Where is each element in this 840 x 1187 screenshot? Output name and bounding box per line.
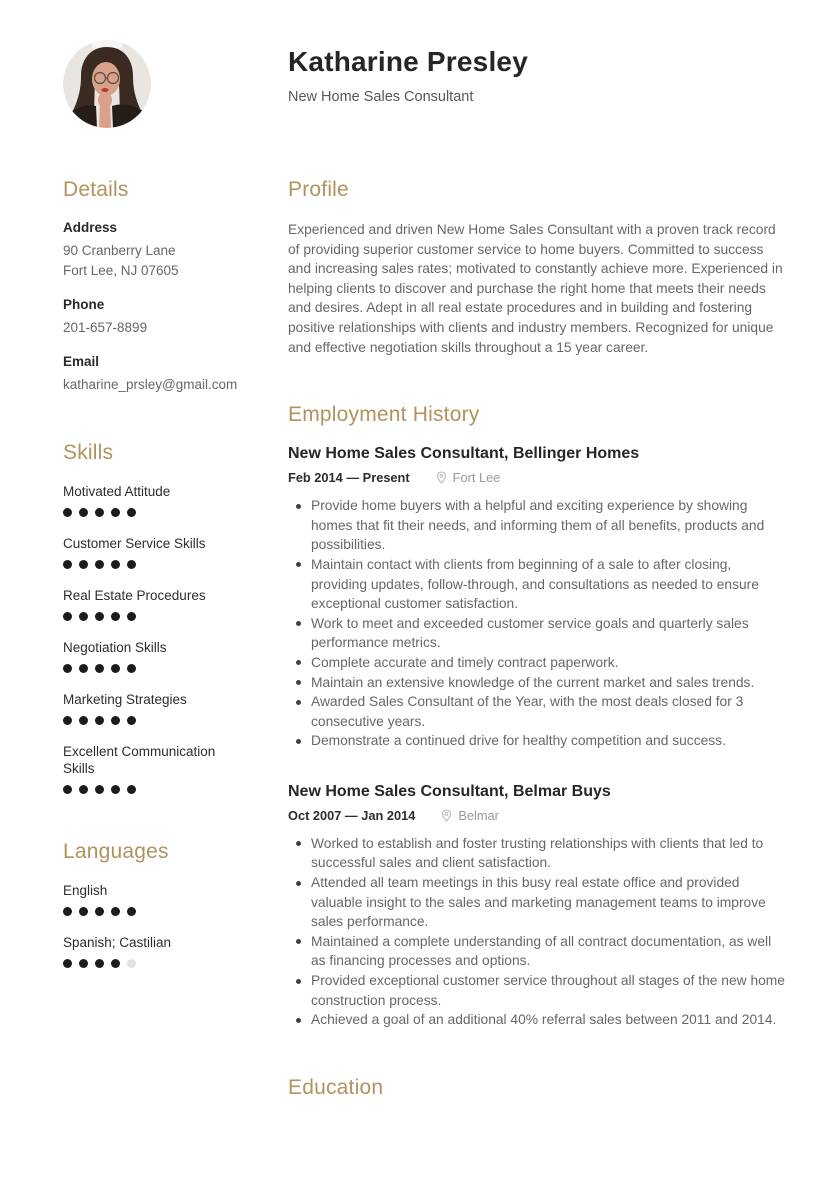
job-meta (288, 470, 788, 485)
skill-label: Marketing Strategies (63, 692, 187, 707)
profile-section (288, 178, 788, 357)
rating-dot (95, 612, 104, 621)
rating-dot (127, 907, 136, 916)
job-meta (288, 808, 788, 823)
bullet-item: Awarded Sales Consultant of the Year, with the most deals closed for 3 consecutive years. (288, 692, 788, 731)
skill-rating (63, 508, 249, 517)
bullet-item: Maintain an extensive knowledge of the current market and sales trends. (288, 673, 788, 693)
profile-photo (63, 40, 151, 128)
phone-label: Phone (63, 297, 105, 312)
bullet-item: Demonstrate a continued drive for healthy competition and success. (288, 731, 788, 751)
location-pin-icon (436, 471, 447, 484)
job-title: New Home Sales Consultant, Bellinger Homes (288, 445, 640, 463)
portrait-illustration (63, 40, 151, 128)
rating-dot (111, 560, 120, 569)
skill-rating (63, 664, 249, 673)
rating-dot (111, 785, 120, 794)
rating-dot (111, 907, 120, 916)
rating-dot (63, 959, 72, 968)
phone-value: 201-657-8899 (63, 320, 148, 335)
rating-dot (79, 560, 88, 569)
candidate-title: New Home Sales Consultant (288, 89, 474, 105)
rating-dot (79, 907, 88, 916)
skill-item (63, 535, 249, 569)
rating-dot (63, 785, 72, 794)
employment-section (288, 403, 788, 1030)
language-label: English (63, 883, 108, 898)
rating-dot (95, 560, 104, 569)
rating-dot (95, 959, 104, 968)
rating-dot (95, 664, 104, 673)
skill-item (63, 743, 249, 794)
candidate-name: Katharine Presley (288, 46, 528, 77)
language-rating (63, 959, 249, 968)
employment-heading: Employment History (288, 403, 480, 427)
skill-item (63, 691, 249, 725)
rating-dot (127, 959, 136, 968)
rating-dot (111, 959, 120, 968)
languages-section (63, 840, 249, 968)
skill-label: Customer Service Skills (63, 536, 206, 551)
languages-heading: Languages (63, 840, 169, 863)
rating-dot (95, 907, 104, 916)
skill-item (63, 483, 249, 517)
language-item (63, 934, 249, 968)
job-location: Fort Lee (452, 470, 501, 486)
skill-item (63, 639, 249, 673)
skill-rating (63, 560, 249, 569)
rating-dot (79, 959, 88, 968)
details-section (63, 178, 249, 395)
rating-dot (111, 716, 120, 725)
job-dates: Feb 2014 — Present (288, 470, 410, 486)
rating-dot (95, 716, 104, 725)
job-dates: Oct 2007 — Jan 2014 (288, 807, 416, 823)
profile-heading: Profile (288, 178, 349, 201)
main-column (288, 178, 788, 1118)
rating-dot (95, 785, 104, 794)
rating-dot (63, 664, 72, 673)
rating-dot (79, 785, 88, 794)
rating-dot (63, 907, 72, 916)
rating-dot (63, 716, 72, 725)
job-entry (288, 445, 788, 751)
bullet-item: Provide home buyers with a helpful and exciting experience by showing homes that fit their needs, and informing them of all benefits, products and possibilities. (288, 496, 788, 555)
rating-dot (79, 612, 88, 621)
bullet-item: Maintained a complete understanding of all contract documentation, as well as financing processes and options. (288, 932, 788, 971)
profile-text: Experienced and driven New Home Sales Consultant with a proven track record of providing superior customer service to home buyers. Committed to success and increasing sales rates; motivated to constantly achieve more. Experienced in helping clients to discover and purchase the right home that meets their needs and desires. Adept in all real estate procedures and in building and fostering positive relationships with clients and industry members. Recognized for unique and effective negotiation skills throughout a 15 year career. (288, 222, 783, 355)
education-heading: Education (288, 1075, 384, 1099)
rating-dot (127, 785, 136, 794)
address-line-1: 90 Cranberry Lane (63, 243, 176, 258)
sidebar (63, 178, 249, 1118)
education-section (288, 1076, 788, 1100)
bullet-item: Provided exceptional customer service throughout all stages of the new home construction process. (288, 971, 788, 1010)
bullet-item: Work to meet and exceeded customer service goals and quarterly sales performance metrics. (288, 614, 788, 653)
rating-dot (127, 560, 136, 569)
skills-section (63, 441, 249, 794)
location-pin-icon (441, 809, 452, 822)
job-bullets (288, 496, 788, 751)
language-label: Spanish; Castilian (63, 935, 172, 950)
job-title: New Home Sales Consultant, Belmar Buys (288, 782, 611, 800)
job-bullets (288, 834, 788, 1030)
rating-dot (127, 664, 136, 673)
bullet-item: Maintain contact with clients from beginning of a sale to after closing, providing updates, follow-through, and consultations as needed to ensure exceptional customer satisfaction. (288, 555, 788, 614)
skill-rating (63, 716, 249, 725)
rating-dot (63, 612, 72, 621)
details-heading: Details (63, 178, 129, 201)
rating-dot (79, 716, 88, 725)
skill-rating (63, 785, 249, 794)
skills-heading: Skills (63, 441, 114, 464)
bullet-item: Worked to establish and foster trusting relationships with clients that led to successful sales and client satisfaction. (288, 834, 788, 873)
address-label: Address (63, 220, 118, 235)
skill-label: Excellent Communication Skills (63, 744, 216, 776)
email-value: katharine_prsley@gmail.com (63, 377, 238, 392)
skill-rating (63, 612, 249, 621)
bullet-item: Achieved a goal of an additional 40% referral sales between 2011 and 2014. (288, 1010, 788, 1030)
address-line-2: Fort Lee, NJ 07605 (63, 263, 179, 278)
skill-label: Real Estate Procedures (63, 588, 206, 603)
rating-dot (63, 508, 72, 517)
rating-dot (95, 508, 104, 517)
address-group (63, 220, 249, 281)
phone-group (63, 297, 249, 338)
rating-dot (79, 664, 88, 673)
job-entry (288, 783, 788, 1030)
rating-dot (127, 508, 136, 517)
rating-dot (63, 560, 72, 569)
email-group (63, 354, 249, 395)
rating-dot (111, 612, 120, 621)
bullet-item: Attended all team meetings in this busy real estate office and provided valuable insight to the sales and marketing management teams to improve sales performance. (288, 873, 788, 932)
language-rating (63, 907, 249, 916)
resume-header (288, 40, 788, 178)
bullet-item: Complete accurate and timely contract paperwork. (288, 653, 788, 673)
skill-item (63, 587, 249, 621)
job-location: Belmar (458, 807, 499, 823)
rating-dot (111, 508, 120, 517)
rating-dot (111, 664, 120, 673)
rating-dot (79, 508, 88, 517)
skill-label: Negotiation Skills (63, 640, 167, 655)
rating-dot (127, 612, 136, 621)
email-label: Email (63, 354, 100, 369)
language-item (63, 882, 249, 916)
skill-label: Motivated Attitude (63, 484, 171, 499)
rating-dot (127, 716, 136, 725)
